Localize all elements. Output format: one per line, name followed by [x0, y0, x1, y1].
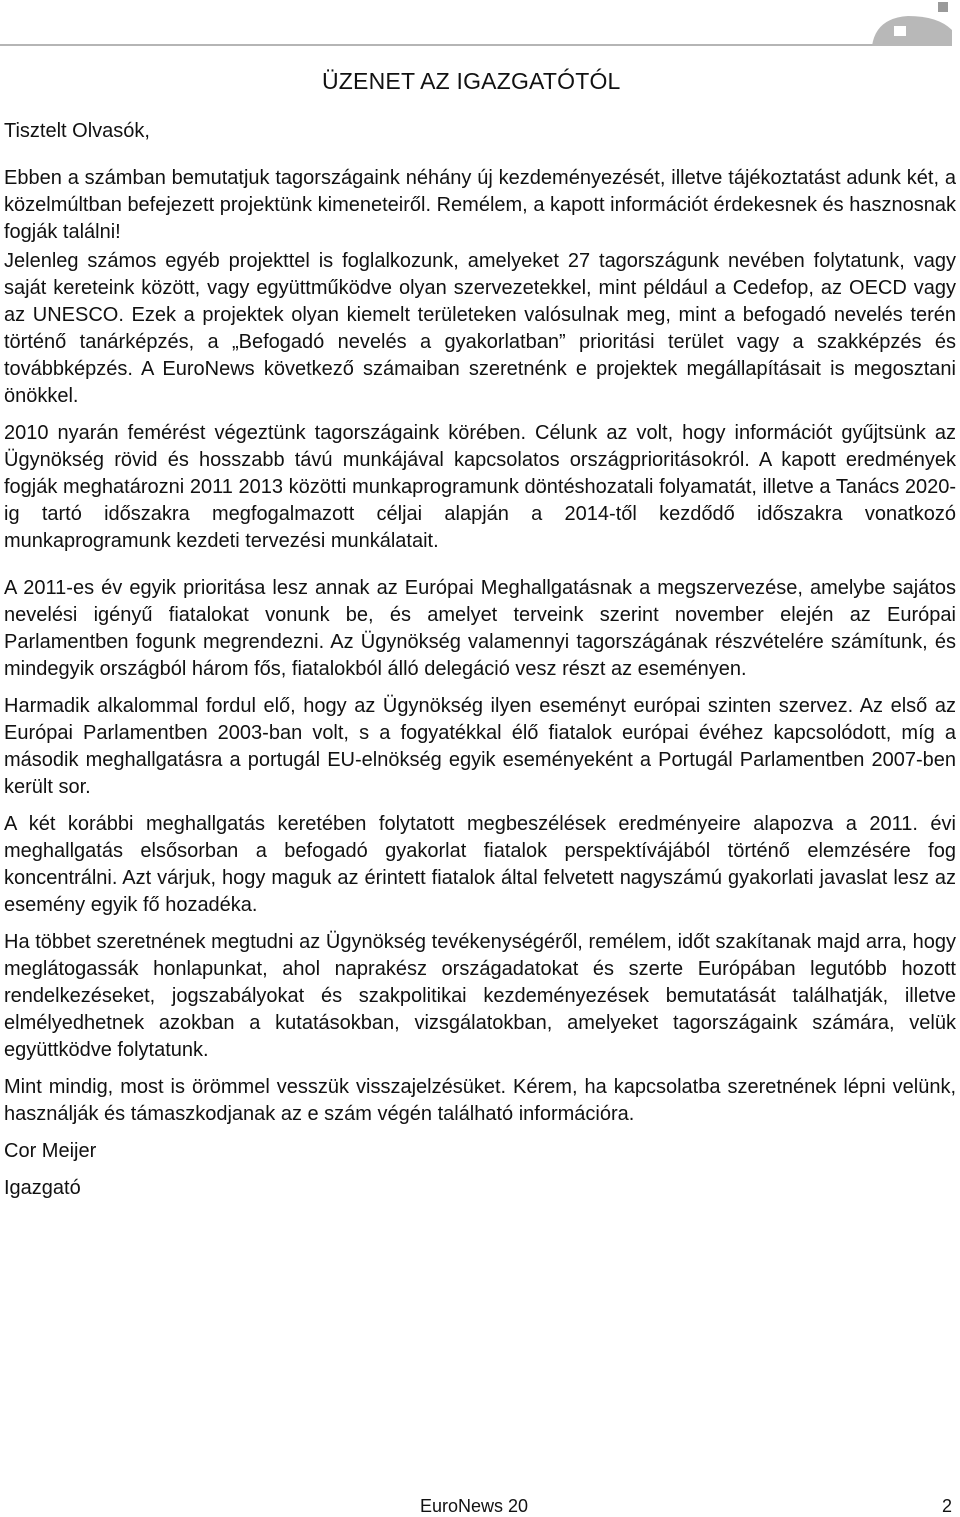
paragraph-survey: 2010 nyarán femérést végeztünk tagországaink körében. Célunk az volt, hogy információt gyűjtsünk az Ügynökség rövid és hosszabb távú munkájával kapcsolatos országprioritásokról. A kapott eredmények fogják meghatározni 2011 2013 közötti munkaprogramunk döntéshozatali folyamatát, illetve a Tanács 2020-ig tartó időszakra megfogalmazott céljai alapján a 2014-től kezdődő időszakra vonatkozó munkaprogramunk kezdeti tervezési munkálatait.: [4, 422, 956, 552]
signature-role: Igazgató: [4, 1177, 81, 1199]
page-number: 2: [942, 1496, 953, 1516]
euronews-corner-logo-icon: [868, 0, 960, 48]
paragraph-website: Ha többet szeretnének megtudni az Ügynökség tevékenységéről, remélem, időt szakítanak majd arra, hogy meglátogassák honlapunkat, ahol naprakész országadatokat és szerte Európában legutóbb hozott rendelkezéseket, jogszabályokat és szakpolitikai kezdeményezések bemutatását találhatják, illetve elmélyedhetnek azokban a kutatásokban, vizsgálatokban, amelyeket tagországaink számára, velük együttködve folytatunk.: [4, 931, 956, 1061]
header-rule: [0, 44, 880, 46]
paragraph-projects: Jelenleg számos egyéb projekttel is foglalkozunk, amelyeket 27 tagországunk nevében folytatunk, vagy saját kereteink között, vagy együttműködve olyan szervezetekkel, mint például a Cedefop, az OECD vagy az UNESCO. Ezek a projektek olyan kiemelt területeken valósulnak meg, mint a befogadó nevelés terén történő tanárképzés, a „Befogadó nevelés a gyakorlatban” prioritási terület vagy a szakképzés és továbbképzés. A EuroNews következő számaiban szeretnénk e projektek megállapításait is megosztani önökkel.: [4, 250, 956, 407]
paragraph-history: Harmadik alkalommal fordul elő, hogy az Ügynökség ilyen eseményt európai szinten szervez. Az első az Európai Parlamentben 2003-ban volt, s a fogyatékkal élő fiatalok európai évéhez kapcsolódott, míg a második meghallgatásra a portugál EU-elnökség egyik eseményeként a Portugál Parlamentben 2007-ben került sor.: [4, 695, 956, 798]
paragraph-focus: A két korábbi meghallgatás keretében folytatott megbeszélések eredményeire alapozva a 2011. évi meghallgatás elsősorban a befogadó gyakorlat fiatalok perspektívájából történő elemzésére fog koncentrálni. Azt várjuk, hogy maguk az érintett fiatalok által felvetett nagyszámú gyakorlati javaslat lesz az esemény egyik fő hozadéka.: [4, 813, 956, 916]
letter-body: [4, 118, 956, 1202]
paragraph-hearing: A 2011-es év egyik prioritása lesz annak az Európai Meghallgatásnak a megszervezése, amelybe sajátos nevelési igényű fiatalokat vonunk be, és amelyet terveink szerint november elején az Európai Parlamentben fogunk megrendezni. Az Ügynökség valamennyi tagországának részvételére számítunk, és mindegyik országból három fős, fiatalokból álló delegáció vesz részt az eseményen.: [4, 577, 956, 680]
signature-name: Cor Meijer: [4, 1140, 97, 1162]
page-title: ÜZENET AZ IGAZGATÓTÓL: [322, 68, 621, 94]
footer-publication: EuroNews 20: [420, 1496, 529, 1516]
paragraph-feedback: Mint mindig, most is örömmel vesszük visszajelzésüket. Kérem, ha kapcsolatba szeretnének lépni velünk, használják és támaszkodjanak az e szám végén található információra.: [4, 1076, 956, 1125]
paragraph-intro: Ebben a számban bemutatjuk tagországaink néhány új kezdeményezését, illetve tájékoztatást adunk két, a közelmúltban befejezett projektünk kimeneteiről. Remélem, a kapott információt érdekesnek és hasznosnak fogják találni!: [4, 167, 956, 243]
salutation: Tisztelt Olvasók,: [4, 120, 150, 142]
